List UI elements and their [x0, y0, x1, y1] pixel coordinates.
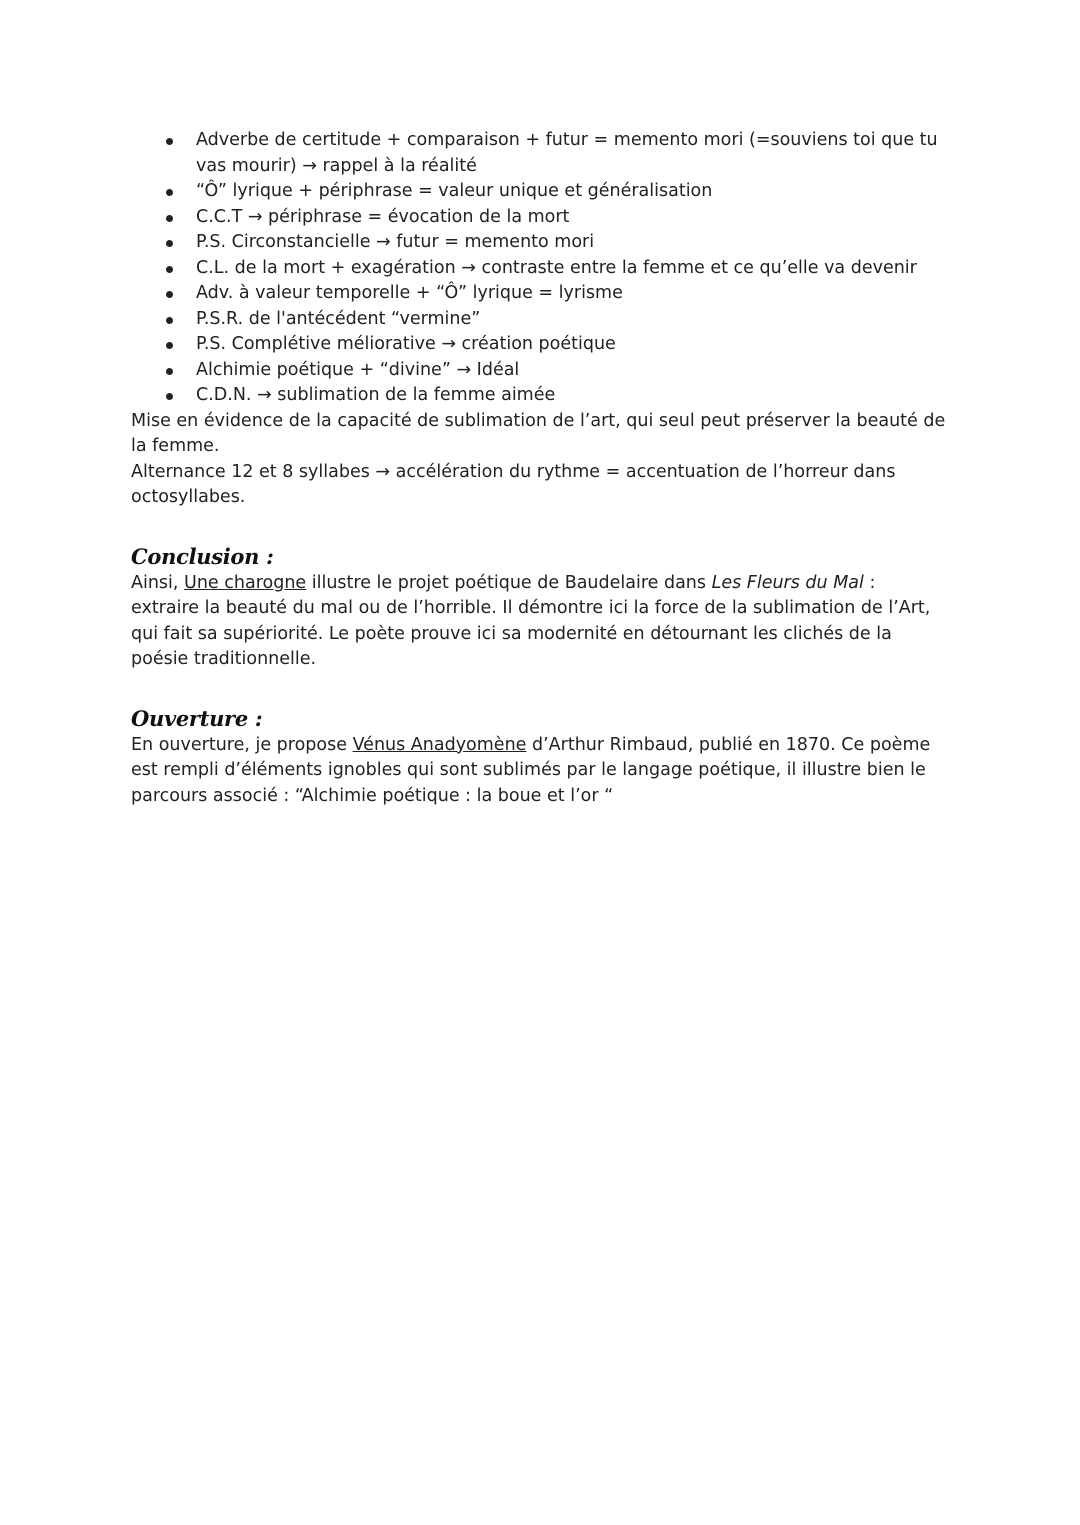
list-item-text: Adv. à valeur temporelle + “Ô” lyrique = lyrisme	[196, 283, 623, 303]
bullet-icon	[166, 266, 173, 273]
list-item	[131, 383, 946, 409]
ouverture-heading: Ouverture :	[131, 705, 263, 731]
conclusion-rest: : extraire la beauté du mal ou de l’horrible. Il démontre ici la force de la sublimation de l’Art, qui fait sa supériorité. Le poète prouve ici sa modernité en détournant les clichés de la poésie traditionnelle.	[131, 572, 931, 669]
bullet-icon	[166, 291, 173, 298]
list-item	[131, 358, 946, 384]
bullet-icon	[166, 138, 173, 145]
list-item	[131, 205, 946, 231]
conclusion-paragraph	[131, 571, 946, 673]
bullet-icon	[166, 393, 173, 400]
bullet-icon	[166, 189, 173, 196]
sublimation-paragraph: Mise en évidence de la capacité de sublimation de l’art, qui seul peut préserver la beauté de la femme.	[131, 410, 946, 456]
conclusion-middle: illustre le projet poétique de Baudelaire dans	[306, 572, 712, 593]
ouverture-paragraph	[131, 733, 946, 810]
conclusion-collection-title: Les Fleurs du Mal	[711, 572, 864, 593]
ouverture-work-title: Vénus Anadyomène	[352, 734, 527, 755]
list-item	[131, 332, 946, 358]
ouverture-rest: d’Arthur Rimbaud, publié en 1870. Ce poème est rempli d’éléments ignobles qui sont sublimés par le langage poétique, il illustre bien le parcours associé : “Alchimie poétique : la boue et l’or “	[131, 734, 931, 806]
list-item-text: “Ô” lyrique + périphrase = valeur unique et généralisation	[196, 181, 713, 201]
conclusion-work-title: Une charogne	[184, 572, 307, 593]
ouverture-intro: En ouverture, je propose	[131, 734, 353, 755]
list-item	[131, 230, 946, 256]
list-item-text: P.S. Complétive méliorative → création poétique	[196, 334, 616, 354]
list-item-text: C.C.T → périphrase = évocation de la mort	[196, 206, 570, 227]
conclusion-heading: Conclusion :	[131, 543, 274, 569]
list-item	[131, 256, 946, 282]
conclusion-intro: Ainsi,	[131, 572, 185, 593]
bullet-icon	[166, 368, 173, 375]
bullet-icon	[166, 317, 173, 324]
bullet-icon	[166, 240, 173, 247]
bullet-icon	[166, 342, 173, 349]
list-item	[131, 281, 946, 307]
list-item-text: P.S.R. de l'antécédent “vermine”	[196, 308, 481, 329]
list-item-text: C.L. de la mort + exagération → contraste entre la femme et ce qu’elle va devenir	[196, 257, 917, 278]
list-item-text: Adverbe de certitude + comparaison + futur = memento mori (=souviens toi que tu vas mourir) → rappel à la réalité	[196, 130, 938, 176]
alternance-paragraph: Alternance 12 et 8 syllabes → accélération du rythme = accentuation de l’horreur dans octosyllabes.	[131, 461, 896, 507]
list-item-text: C.D.N. → sublimation de la femme aimée	[196, 385, 556, 405]
analysis-bullet-list	[131, 128, 946, 409]
list-item	[131, 179, 946, 205]
list-item-text: P.S. Circonstancielle → futur = memento mori	[196, 232, 595, 252]
document-page	[131, 128, 946, 809]
bullet-icon	[166, 215, 173, 222]
list-item-text: Alchimie poétique + “divine” → Idéal	[196, 359, 520, 380]
list-item	[131, 128, 946, 179]
list-item	[131, 307, 946, 333]
